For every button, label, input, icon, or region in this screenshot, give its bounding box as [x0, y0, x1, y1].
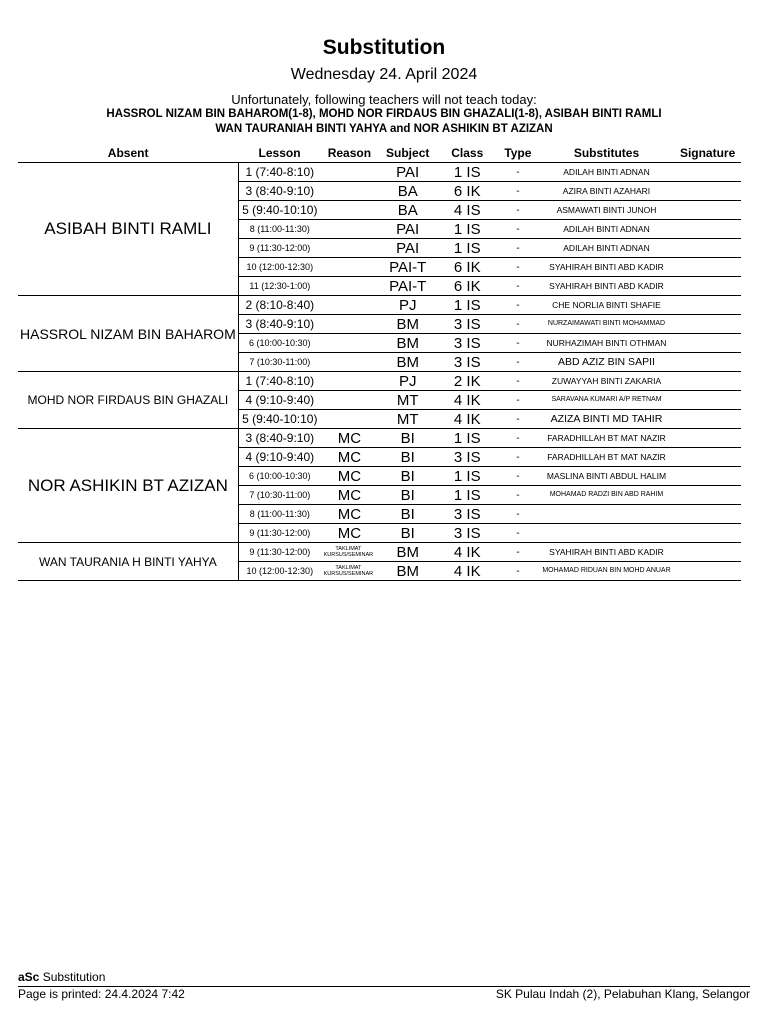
- reason-cell: MC: [321, 429, 378, 448]
- absent-teachers-line: WAN TAURANIAH BINTI YAHYA and NOR ASHIKIN BT AZIZAN: [215, 123, 553, 135]
- substitute-cell: ADILAH BINTI ADNAN: [539, 163, 675, 182]
- lesson-cell: 3 (8:40-9:10): [238, 429, 321, 448]
- lesson-cell: 4 (9:10-9:40): [238, 448, 321, 467]
- subject-cell: BI: [378, 505, 438, 524]
- signature-cell: [674, 239, 741, 258]
- subject-cell: PAI: [378, 220, 438, 239]
- lesson-cell: 9 (11:30-12:00): [238, 239, 321, 258]
- table-row: [18, 372, 741, 391]
- substitute-cell: ADILAH BINTI ADNAN: [539, 239, 675, 258]
- subject-cell: BA: [378, 182, 438, 201]
- lesson-cell: 4 (9:10-9:40): [238, 391, 321, 410]
- substitute-cell: SYAHIRAH BINTI ABD KADIR: [539, 277, 675, 296]
- column-header-lesson: Lesson: [238, 144, 321, 163]
- absent-teacher-cell: ASIBAH BINTI RAMLI: [18, 163, 238, 296]
- absent-teacher-cell: NOR ASHIKIN BT AZIZAN: [18, 429, 238, 543]
- lesson-cell: 9 (11:30-12:00): [238, 543, 321, 562]
- signature-cell: [674, 296, 741, 315]
- type-cell: -: [497, 334, 539, 353]
- type-cell: -: [497, 315, 539, 334]
- signature-cell: [674, 429, 741, 448]
- lesson-cell: 10 (12:00-12:30): [238, 258, 321, 277]
- substitute-cell: SYAHIRAH BINTI ABD KADIR: [539, 258, 675, 277]
- reason-cell: TAKLIMAT KURSUS/SEMINAR: [321, 562, 378, 581]
- subject-cell: BA: [378, 201, 438, 220]
- subject-cell: PAI: [378, 239, 438, 258]
- class-cell: 3 IS: [438, 353, 498, 372]
- subject-cell: MT: [378, 410, 438, 429]
- column-header-reason: Reason: [321, 144, 378, 163]
- table-row: [18, 296, 741, 315]
- absent-teacher-cell: WAN TAURANIA H BINTI YAHYA: [18, 543, 238, 581]
- signature-cell: [674, 372, 741, 391]
- footer-brand-bold: aSc: [18, 970, 40, 984]
- substitution-table: [18, 144, 741, 581]
- lesson-cell: 10 (12:00-12:30): [238, 562, 321, 581]
- reason-cell: MC: [321, 486, 378, 505]
- type-cell: -: [497, 448, 539, 467]
- class-cell: 4 IS: [438, 201, 498, 220]
- signature-cell: [674, 562, 741, 581]
- signature-cell: [674, 486, 741, 505]
- substitute-cell: ASMAWATI BINTI JUNOH: [539, 201, 675, 220]
- subject-cell: BM: [378, 353, 438, 372]
- signature-cell: [674, 182, 741, 201]
- subject-cell: BI: [378, 429, 438, 448]
- signature-cell: [674, 315, 741, 334]
- reason-cell: [321, 258, 378, 277]
- footer-brand-rest: Substitution: [39, 970, 106, 984]
- class-cell: 6 IK: [438, 258, 498, 277]
- absent-teacher-cell: HASSROL NIZAM BIN BAHAROM: [18, 296, 238, 372]
- type-cell: -: [497, 277, 539, 296]
- type-cell: -: [497, 505, 539, 524]
- column-header-class: Class: [438, 144, 498, 163]
- signature-cell: [674, 505, 741, 524]
- substitute-cell: [539, 505, 675, 524]
- lesson-cell: 5 (9:40-10:10): [238, 201, 321, 220]
- type-cell: -: [497, 486, 539, 505]
- lesson-cell: 9 (11:30-12:00): [238, 524, 321, 543]
- page-date: Wednesday 24. April 2024: [290, 66, 478, 83]
- lesson-cell: 5 (9:40-10:10): [238, 410, 321, 429]
- reason-cell: TAKLIMAT KURSUS/SEMINAR: [321, 543, 378, 562]
- footer-school-name: SK Pulau Indah (2), Pelabuhan Klang, Selangor: [495, 987, 750, 1001]
- lesson-cell: 1 (7:40-8:10): [238, 163, 321, 182]
- type-cell: -: [497, 524, 539, 543]
- signature-cell: [674, 258, 741, 277]
- reason-cell: [321, 163, 378, 182]
- table-row: [18, 429, 741, 448]
- reason-cell: [321, 315, 378, 334]
- subject-cell: BM: [378, 315, 438, 334]
- page-title: Substitution: [322, 36, 446, 59]
- absent-teachers-line: HASSROL NIZAM BIN BAHAROM(1-8), MOHD NOR FIRDAUS BIN GHAZALI(1-8), ASIBAH BINTI RAMLI: [106, 108, 662, 120]
- class-cell: 6 IK: [438, 182, 498, 201]
- type-cell: -: [497, 258, 539, 277]
- type-cell: -: [497, 543, 539, 562]
- reason-cell: MC: [321, 524, 378, 543]
- signature-cell: [674, 353, 741, 372]
- substitute-cell: NURZAIMAWATI BINTI MOHAMMAD: [539, 315, 675, 334]
- reason-cell: [321, 182, 378, 201]
- reason-cell: [321, 220, 378, 239]
- class-cell: 1 IS: [438, 429, 498, 448]
- reason-cell: MC: [321, 467, 378, 486]
- table-row: [18, 543, 741, 562]
- subject-cell: BI: [378, 486, 438, 505]
- signature-cell: [674, 467, 741, 486]
- subject-cell: BM: [378, 334, 438, 353]
- subject-cell: BI: [378, 448, 438, 467]
- substitute-cell: MASLINA BINTI ABDUL HALIM: [539, 467, 675, 486]
- signature-cell: [674, 448, 741, 467]
- lesson-cell: 8 (11:00-11:30): [238, 220, 321, 239]
- subject-cell: PJ: [378, 372, 438, 391]
- subject-cell: PAI: [378, 163, 438, 182]
- lesson-cell: 6 (10:00-10:30): [238, 467, 321, 486]
- class-cell: 3 IS: [438, 524, 498, 543]
- lesson-cell: 3 (8:40-9:10): [238, 315, 321, 334]
- lesson-cell: 7 (10:30-11:00): [238, 486, 321, 505]
- substitute-cell: AZIZA BINTI MD TAHIR: [539, 410, 675, 429]
- signature-cell: [674, 524, 741, 543]
- type-cell: -: [497, 353, 539, 372]
- lesson-cell: 3 (8:40-9:10): [238, 182, 321, 201]
- class-cell: 1 IS: [438, 486, 498, 505]
- absent-teachers-list: [0, 107, 768, 137]
- reason-cell: [321, 410, 378, 429]
- subject-cell: PJ: [378, 296, 438, 315]
- subject-cell: MT: [378, 391, 438, 410]
- lesson-cell: 6 (10:00-10:30): [238, 334, 321, 353]
- intro-text: Unfortunately, following teachers will not teach today:: [231, 92, 537, 107]
- lesson-cell: 1 (7:40-8:10): [238, 372, 321, 391]
- class-cell: 2 IK: [438, 372, 498, 391]
- signature-cell: [674, 277, 741, 296]
- type-cell: -: [497, 163, 539, 182]
- class-cell: 3 IS: [438, 334, 498, 353]
- type-cell: -: [497, 562, 539, 581]
- class-cell: 1 IS: [438, 239, 498, 258]
- reason-cell: [321, 353, 378, 372]
- class-cell: 1 IS: [438, 220, 498, 239]
- type-cell: -: [497, 429, 539, 448]
- substitute-cell: FARADHILLAH BT MAT NAZIR: [539, 429, 675, 448]
- type-cell: -: [497, 391, 539, 410]
- subject-cell: BM: [378, 562, 438, 581]
- type-cell: -: [497, 182, 539, 201]
- substitute-cell: ABD AZIZ BIN SAPII: [539, 353, 675, 372]
- substitute-cell: CHE NORLIA BINTI SHAFIE: [539, 296, 675, 315]
- footer-printed-date: Page is printed: 24.4.2024 7:42: [18, 987, 185, 1001]
- class-cell: 3 IS: [438, 315, 498, 334]
- substitute-cell: AZIRA BINTI AZAHARI: [539, 182, 675, 201]
- column-header-absent: Absent: [18, 144, 238, 163]
- type-cell: -: [497, 239, 539, 258]
- class-cell: 3 IS: [438, 505, 498, 524]
- reason-cell: [321, 391, 378, 410]
- column-header-type: Type: [497, 144, 539, 163]
- type-cell: -: [497, 201, 539, 220]
- type-cell: -: [497, 467, 539, 486]
- class-cell: 4 IK: [438, 410, 498, 429]
- class-cell: 4 IK: [438, 543, 498, 562]
- substitute-cell: SARAVANA KUMARI A/P RETNAM: [539, 391, 675, 410]
- signature-cell: [674, 163, 741, 182]
- reason-cell: MC: [321, 505, 378, 524]
- reason-cell: [321, 239, 378, 258]
- column-header-signature: Signature: [674, 144, 741, 163]
- type-cell: -: [497, 410, 539, 429]
- lesson-cell: 11 (12:30-1:00): [238, 277, 321, 296]
- column-header-substitutes: Substitutes: [539, 144, 675, 163]
- type-cell: -: [497, 220, 539, 239]
- substitute-cell: ZUWAYYAH BINTI ZAKARIA: [539, 372, 675, 391]
- reason-cell: MC: [321, 448, 378, 467]
- substitute-cell: MOHAMAD RIDUAN BIN MOHD ANUAR: [539, 562, 675, 581]
- lesson-cell: 7 (10:30-11:00): [238, 353, 321, 372]
- lesson-cell: 2 (8:10-8:40): [238, 296, 321, 315]
- signature-cell: [674, 410, 741, 429]
- class-cell: 4 IK: [438, 562, 498, 581]
- substitute-cell: MOHAMAD RADZI BIN ABD RAHIM: [539, 486, 675, 505]
- substitute-cell: SYAHIRAH BINTI ABD KADIR: [539, 543, 675, 562]
- footer-brand: [18, 970, 105, 984]
- lesson-cell: 8 (11:00-11:30): [238, 505, 321, 524]
- subject-cell: BM: [378, 543, 438, 562]
- subject-cell: BI: [378, 467, 438, 486]
- class-cell: 4 IK: [438, 391, 498, 410]
- column-header-subject: Subject: [378, 144, 438, 163]
- subject-cell: BI: [378, 524, 438, 543]
- substitute-cell: ADILAH BINTI ADNAN: [539, 220, 675, 239]
- class-cell: 1 IS: [438, 467, 498, 486]
- substitute-cell: FARADHILLAH BT MAT NAZIR: [539, 448, 675, 467]
- table-body: [18, 163, 741, 581]
- signature-cell: [674, 334, 741, 353]
- table-header-row: [18, 144, 741, 163]
- type-cell: -: [497, 372, 539, 391]
- reason-cell: [321, 296, 378, 315]
- table-row: [18, 163, 741, 182]
- signature-cell: [674, 391, 741, 410]
- type-cell: -: [497, 296, 539, 315]
- reason-cell: [321, 201, 378, 220]
- class-cell: 6 IK: [438, 277, 498, 296]
- reason-cell: [321, 277, 378, 296]
- class-cell: 3 IS: [438, 448, 498, 467]
- subject-cell: PAI-T: [378, 277, 438, 296]
- reason-cell: [321, 334, 378, 353]
- signature-cell: [674, 220, 741, 239]
- signature-cell: [674, 201, 741, 220]
- signature-cell: [674, 543, 741, 562]
- substitute-cell: NURHAZIMAH BINTI OTHMAN: [539, 334, 675, 353]
- substitute-cell: [539, 524, 675, 543]
- absent-teacher-cell: MOHD NOR FIRDAUS BIN GHAZALI: [18, 372, 238, 429]
- reason-cell: [321, 372, 378, 391]
- class-cell: 1 IS: [438, 296, 498, 315]
- class-cell: 1 IS: [438, 163, 498, 182]
- subject-cell: PAI-T: [378, 258, 438, 277]
